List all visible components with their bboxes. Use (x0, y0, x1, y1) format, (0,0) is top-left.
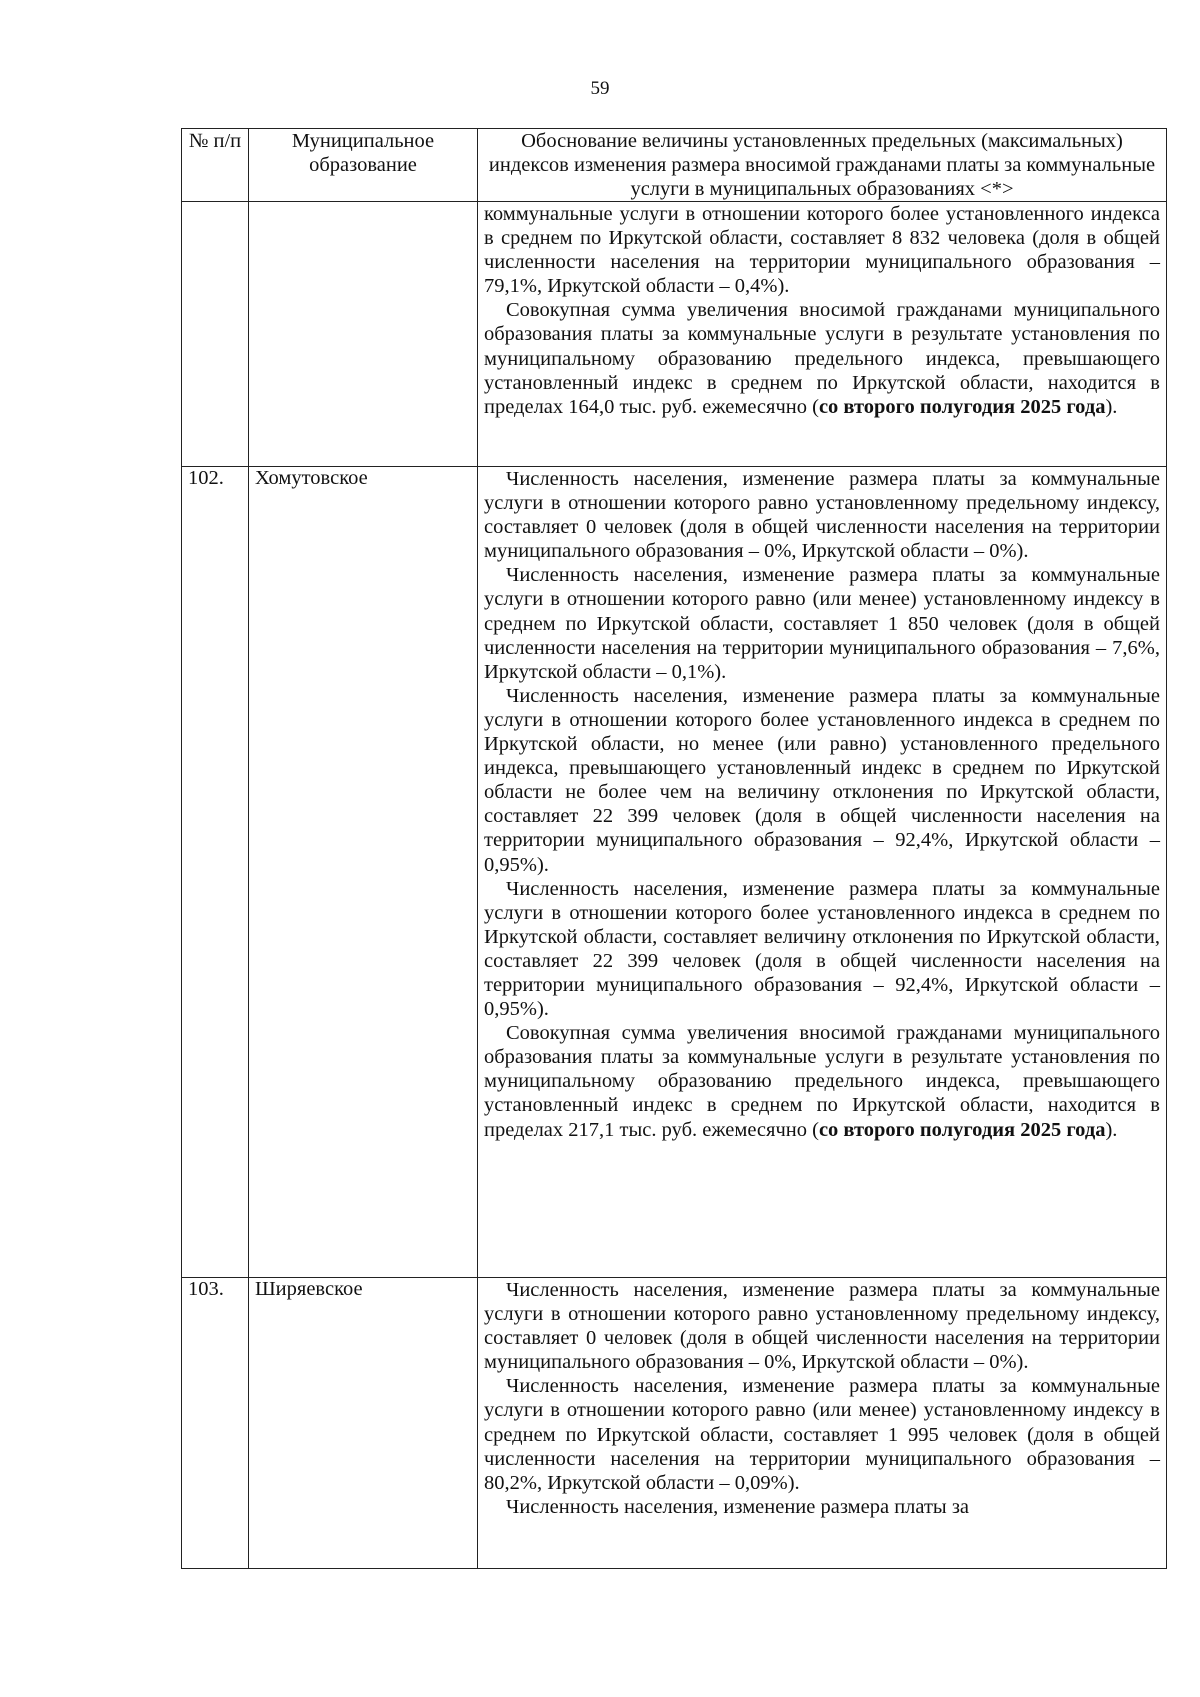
page-number: 59 (590, 78, 610, 99)
justification-paragraph: Численность населения, изменение размера платы за коммунальные услуги в отношении которого равно установленному предельному индексу, составляет 0 человек (доля в общей численности населения на территории муниципального образования – 0%, Иркутской области – 0%). (484, 1279, 1160, 1374)
row-number: 103. (182, 1278, 249, 1569)
row-municipality (249, 202, 478, 467)
row-justification (478, 1278, 1167, 1569)
justification-paragraph: Совокупная сумма увеличения вносимой гражданами муниципального образования платы за коммунальные услуги в результате установления по муниципальному образованию предельного индекса, превышающего установленный индекс в среднем по Иркутской области, находится в пределах 164,0 тыс. руб. ежемесячно (со второго полугодия 2025 года). (484, 299, 1160, 418)
justification-table (181, 128, 1167, 1569)
table-header-row (182, 129, 1167, 202)
row-municipality: Хомутовское (249, 467, 478, 1278)
row-municipality: Ширяевское (249, 1278, 478, 1569)
row-number (182, 202, 249, 467)
justification-paragraph: Численность населения, изменение размера платы за коммунальные услуги в отношении которого более установленного индекса в среднем по Иркутской области, но менее (или равно) установленного предельного индекса, превышающего установленный индекс в среднем по Иркутской области не более чем на величину отклонения по Иркутской области, составляет 22 399 человек (доля в общей численности населения на территории муниципального образования – 92,4%, Иркутской области – 0,95%). (484, 684, 1160, 876)
justification-paragraph: Численность населения, изменение размера платы за коммунальные услуги в отношении которого равно установленному предельному индексу, составляет 0 человек (доля в общей численности населения на территории муниципального образования – 0%, Иркутской области – 0%). (484, 468, 1160, 563)
row-justification (478, 202, 1167, 467)
row-number: 102. (182, 467, 249, 1278)
header-justification: Обоснование величины установленных предельных (максимальных) индексов изменения размера вносимой гражданами платы за коммунальные услуги в муниципальных образованиях <*> (478, 129, 1167, 202)
header-number: № п/п (182, 129, 249, 202)
justification-paragraph: Совокупная сумма увеличения вносимой гражданами муниципального образования платы за коммунальные услуги в результате установления по муниципальному образованию предельного индекса, превышающего установленный индекс в среднем по Иркутской области, находится в пределах 217,1 тыс. руб. ежемесячно (со второго полугодия 2025 года). (484, 1022, 1160, 1141)
table-row (182, 1278, 1167, 1569)
justification-paragraph: Численность населения, изменение размера платы за (506, 1495, 970, 1518)
row-justification (478, 467, 1167, 1278)
justification-paragraph: коммунальные услуги в отношении которого более установленного индекса в среднем по Иркутской области, составляет 8 832 человека (доля в общей численности населения на территории муниципального образования – 79,1%, Иркутской области – 0,4%). (484, 203, 1160, 298)
justification-paragraph: Численность населения, изменение размера платы за коммунальные услуги в отношении которого равно (или менее) установленному индексу в среднем по Иркутской области, составляет 1 850 человек (доля в общей численности населения на территории муниципального образования – 7,6%, Иркутской области – 0,1%). (484, 564, 1160, 683)
bold-period: со второго полугодия 2025 года (818, 1118, 1106, 1141)
justification-paragraph: Численность населения, изменение размера платы за коммунальные услуги в отношении которого более установленного индекса в среднем по Иркутской области, составляет величину отклонения по Иркутской области, составляет 22 399 человек (доля в общей численности населения на территории муниципального образования – 92,4%, Иркутской области – 0,95%). (484, 877, 1160, 1021)
header-municipality: Муниципальное образование (249, 129, 478, 202)
justification-paragraph: Численность населения, изменение размера платы за коммунальные услуги в отношении которого равно (или менее) установленному индексу в среднем по Иркутской области, составляет 1 995 человек (доля в общей численности населения на территории муниципального образования – 80,2%, Иркутской области – 0,09%). (484, 1375, 1160, 1494)
bold-period: со второго полугодия 2025 года (818, 395, 1106, 418)
table-row (182, 202, 1167, 467)
table-row (182, 467, 1167, 1278)
